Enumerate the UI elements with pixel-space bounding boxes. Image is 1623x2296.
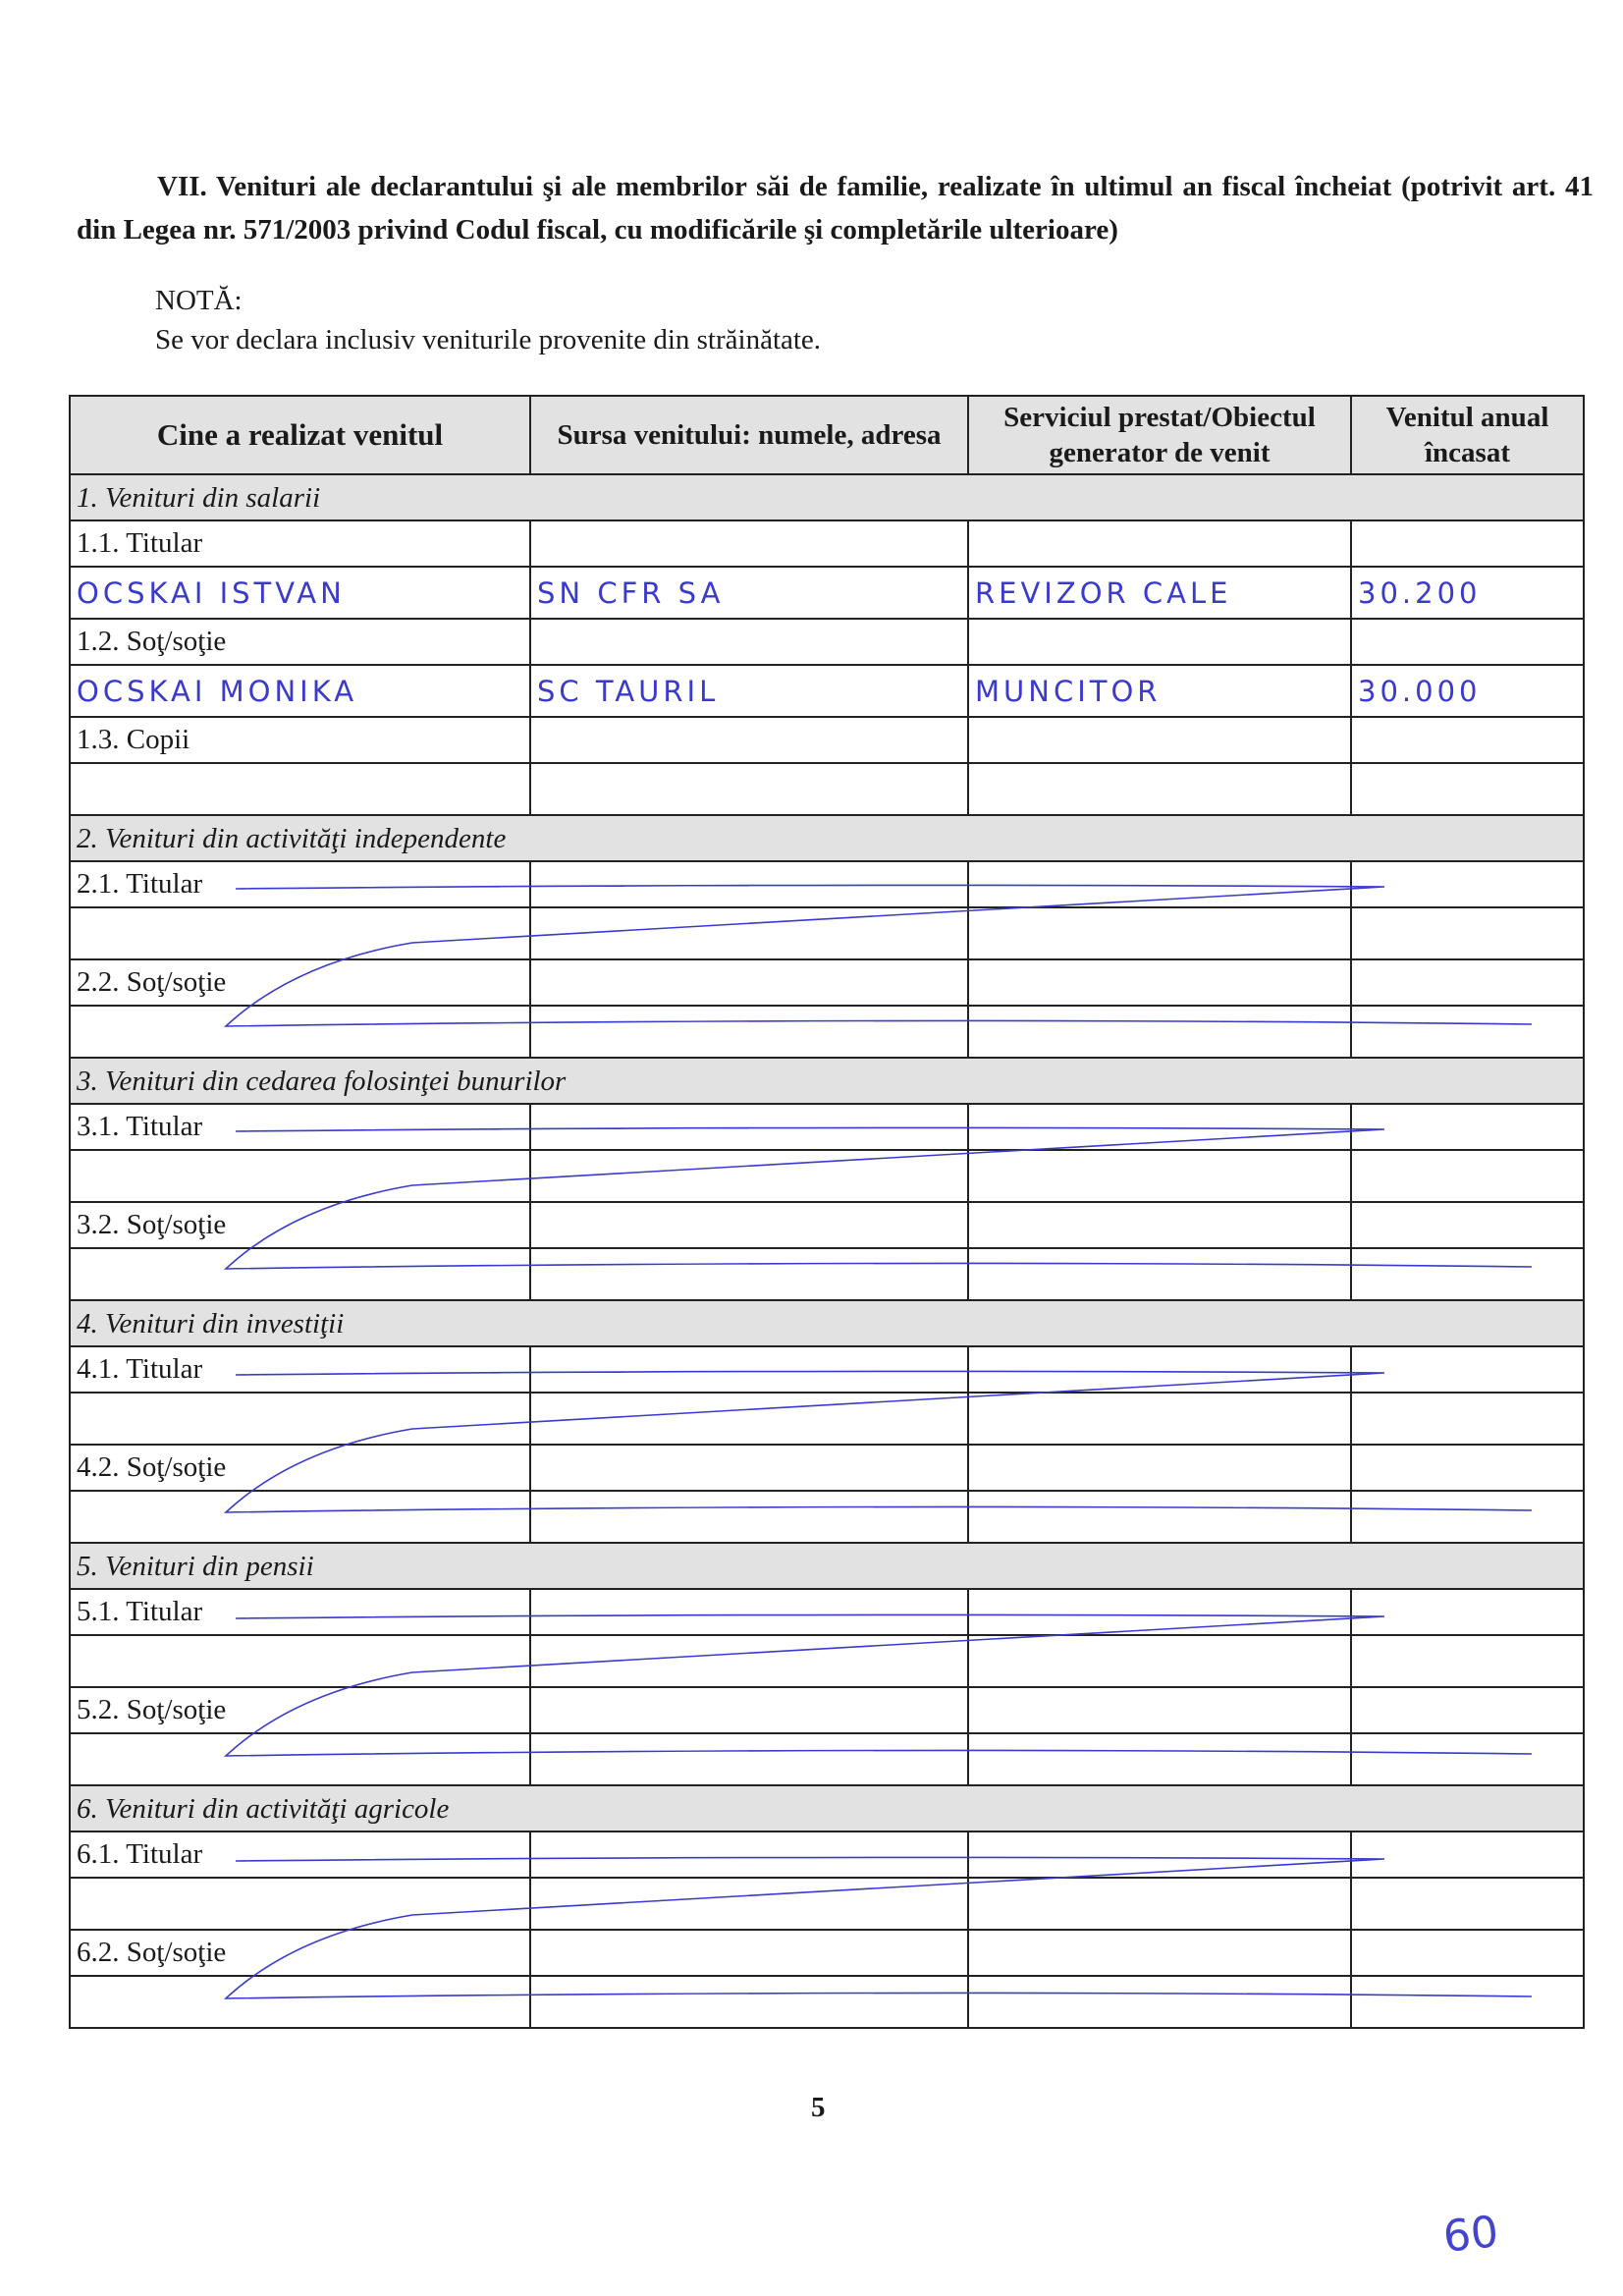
service-object-cell	[968, 1635, 1351, 1687]
income-source-cell	[530, 1491, 968, 1543]
section-row	[70, 1300, 1584, 1346]
annual-income-cell	[1351, 763, 1584, 815]
label-row	[70, 959, 1584, 1006]
income-earner-cell	[70, 1150, 530, 1202]
income-earner-cell	[70, 1635, 530, 1687]
row-label: 4.1. Titular	[70, 1346, 530, 1393]
label-row	[70, 1831, 1584, 1878]
empty-cell	[1351, 1445, 1584, 1491]
service-object-cell	[968, 763, 1351, 815]
section-row	[70, 1543, 1584, 1589]
income-source-cell	[530, 1393, 968, 1445]
empty-cell	[1351, 1831, 1584, 1878]
service-object-cell	[968, 1248, 1351, 1300]
income-source-cell	[530, 763, 968, 815]
income-earner-cell	[70, 1976, 530, 2028]
income-earner-cell: OCSKAI MONIKA	[70, 665, 530, 717]
empty-cell	[968, 1930, 1351, 1976]
row-label: 3.2. Soţ/soţie	[70, 1202, 530, 1248]
label-row	[70, 1687, 1584, 1733]
label-row	[70, 717, 1584, 763]
value-row	[70, 1491, 1584, 1543]
value-row	[70, 1733, 1584, 1785]
empty-cell	[530, 1445, 968, 1491]
label-row	[70, 861, 1584, 907]
note-text: Se vor declara inclusiv veniturile provenite din străinătate.	[155, 324, 822, 355]
label-row	[70, 1202, 1584, 1248]
empty-cell	[968, 861, 1351, 907]
empty-cell	[968, 520, 1351, 567]
value-row	[70, 1976, 1584, 2028]
income-earner-cell	[70, 1733, 530, 1785]
empty-cell	[1351, 1202, 1584, 1248]
empty-cell	[968, 1104, 1351, 1150]
empty-cell	[530, 1831, 968, 1878]
empty-cell	[530, 1202, 968, 1248]
row-label: 5.2. Soţ/soţie	[70, 1687, 530, 1733]
value-row	[70, 1878, 1584, 1930]
section-row	[70, 1785, 1584, 1831]
section-row	[70, 474, 1584, 520]
service-object-cell	[968, 907, 1351, 959]
empty-cell	[968, 619, 1351, 665]
value-row	[70, 907, 1584, 959]
empty-cell	[1351, 1687, 1584, 1733]
empty-cell	[530, 1930, 968, 1976]
annual-income-cell	[1351, 1878, 1584, 1930]
section-title: 5. Venituri din pensii	[70, 1543, 1584, 1589]
empty-cell	[530, 861, 968, 907]
section-title: 3. Venituri din cedarea folosinţei bunurilor	[70, 1058, 1584, 1104]
service-object-cell: REVIZOR CALE	[968, 567, 1351, 619]
value-row	[70, 1006, 1584, 1058]
annual-income-cell	[1351, 1393, 1584, 1445]
row-label: 5.1. Titular	[70, 1589, 530, 1635]
income-earner-cell	[70, 763, 530, 815]
empty-cell	[530, 1104, 968, 1150]
annual-income-cell	[1351, 1006, 1584, 1058]
value-row	[70, 1393, 1584, 1445]
column-header-annual-income: Venitul anual încasat	[1351, 396, 1584, 474]
income-source-cell: SC TAURIL	[530, 665, 968, 717]
empty-cell	[1351, 1930, 1584, 1976]
annual-income-cell: 30.000	[1351, 665, 1584, 717]
row-label: 1.3. Copii	[70, 717, 530, 763]
income-source-cell	[530, 1878, 968, 1930]
income-source-cell	[530, 1248, 968, 1300]
income-table-body	[70, 474, 1584, 2028]
income-earner-cell	[70, 1393, 530, 1445]
annual-income-cell: 30.200	[1351, 567, 1584, 619]
income-source-cell	[530, 1635, 968, 1687]
empty-cell	[968, 1589, 1351, 1635]
empty-cell	[968, 1202, 1351, 1248]
empty-cell	[530, 520, 968, 567]
service-object-cell	[968, 1491, 1351, 1543]
section-title: 6. Venituri din activităţi agricole	[70, 1785, 1584, 1831]
service-object-cell	[968, 1150, 1351, 1202]
empty-cell	[530, 1346, 968, 1393]
label-row	[70, 619, 1584, 665]
empty-cell	[530, 619, 968, 665]
annual-income-cell	[1351, 1248, 1584, 1300]
empty-cell	[1351, 861, 1584, 907]
column-header-source: Sursa venitului: numele, adresa	[530, 396, 968, 474]
section-title: 1. Venituri din salarii	[70, 474, 1584, 520]
label-row	[70, 1445, 1584, 1491]
income-earner-cell	[70, 1878, 530, 1930]
empty-cell	[1351, 1346, 1584, 1393]
label-row	[70, 520, 1584, 567]
empty-cell	[968, 1687, 1351, 1733]
section-heading: VII. Venituri ale declarantului şi ale membrilor săi de familie, realizate în ultimul an fiscal încheiat (potrivit art. 41 din Legea nr. 571/2003 privind Codul fiscal, cu modificările şi completările ulterioare)	[77, 171, 1594, 246]
income-table	[69, 395, 1585, 2029]
label-row	[70, 1104, 1584, 1150]
empty-cell	[968, 717, 1351, 763]
empty-cell	[1351, 959, 1584, 1006]
row-label: 3.1. Titular	[70, 1104, 530, 1150]
sheet-number-handwritten: 60	[1440, 2207, 1501, 2263]
empty-cell	[968, 1346, 1351, 1393]
annual-income-cell	[1351, 1150, 1584, 1202]
section-row	[70, 1058, 1584, 1104]
income-source-cell: SN CFR SA	[530, 567, 968, 619]
label-row	[70, 1346, 1584, 1393]
annual-income-cell	[1351, 907, 1584, 959]
income-source-cell	[530, 1733, 968, 1785]
empty-cell	[968, 1831, 1351, 1878]
row-label: 2.2. Soţ/soţie	[70, 959, 530, 1006]
empty-cell	[968, 1445, 1351, 1491]
row-label: 1.1. Titular	[70, 520, 530, 567]
label-row	[70, 1930, 1584, 1976]
service-object-cell	[968, 1393, 1351, 1445]
service-object-cell	[968, 1733, 1351, 1785]
income-source-cell	[530, 1150, 968, 1202]
empty-cell	[1351, 717, 1584, 763]
empty-cell	[968, 959, 1351, 1006]
value-row	[70, 1635, 1584, 1687]
annual-income-cell	[1351, 1635, 1584, 1687]
note-label: NOTĂ:	[155, 285, 243, 316]
empty-cell	[530, 1589, 968, 1635]
annual-income-cell	[1351, 1976, 1584, 2028]
row-label: 4.2. Soţ/soţie	[70, 1445, 530, 1491]
note	[155, 281, 821, 359]
row-label: 1.2. Soţ/soţie	[70, 619, 530, 665]
section-row	[70, 815, 1584, 861]
income-source-cell	[530, 1976, 968, 2028]
page-number: 5	[811, 2092, 826, 2123]
service-object-cell	[968, 1976, 1351, 2028]
value-row	[70, 1150, 1584, 1202]
row-label: 2.1. Titular	[70, 861, 530, 907]
income-earner-cell	[70, 907, 530, 959]
empty-cell	[1351, 1589, 1584, 1635]
row-label: 6.1. Titular	[70, 1831, 530, 1878]
income-earner-cell: OCSKAI ISTVAN	[70, 567, 530, 619]
annual-income-cell	[1351, 1491, 1584, 1543]
empty-cell	[530, 1687, 968, 1733]
empty-cell	[1351, 520, 1584, 567]
annual-income-cell	[1351, 1733, 1584, 1785]
column-header-service: Serviciul prestat/Obiectul generator de venit	[968, 396, 1351, 474]
value-row	[70, 1248, 1584, 1300]
label-row	[70, 1589, 1584, 1635]
income-source-cell	[530, 1006, 968, 1058]
empty-cell	[530, 959, 968, 1006]
income-earner-cell	[70, 1248, 530, 1300]
value-row	[70, 665, 1584, 717]
service-object-cell: MUNCITOR	[968, 665, 1351, 717]
income-earner-cell	[70, 1006, 530, 1058]
section-title: 2. Venituri din activităţi independente	[70, 815, 1584, 861]
empty-cell	[1351, 619, 1584, 665]
service-object-cell	[968, 1878, 1351, 1930]
empty-cell	[1351, 1104, 1584, 1150]
income-earner-cell	[70, 1491, 530, 1543]
row-label: 6.2. Soţ/soţie	[70, 1930, 530, 1976]
column-header-who: Cine a realizat venitul	[70, 396, 530, 474]
value-row	[70, 763, 1584, 815]
income-source-cell	[530, 907, 968, 959]
section-title: 4. Venituri din investiţii	[70, 1300, 1584, 1346]
empty-cell	[530, 717, 968, 763]
value-row	[70, 567, 1584, 619]
service-object-cell	[968, 1006, 1351, 1058]
